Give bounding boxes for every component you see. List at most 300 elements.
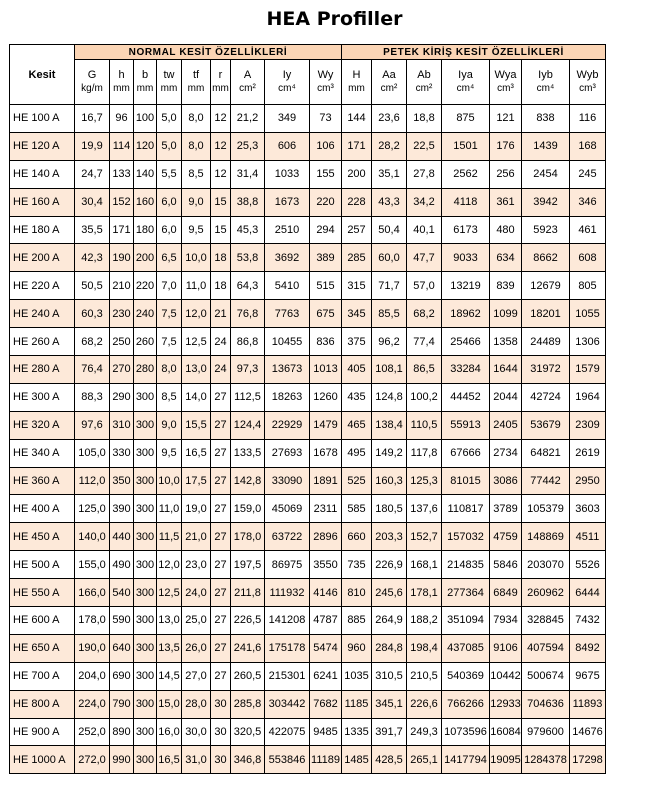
value-cell: 27,8 (407, 160, 442, 188)
value-cell: 810 (342, 579, 372, 607)
value-cell: 300 (134, 467, 157, 495)
column-unit: mm (348, 83, 365, 94)
value-cell: 836 (310, 328, 342, 356)
value-cell: 8492 (570, 634, 606, 662)
value-cell: 330 (110, 439, 134, 467)
value-cell: 428,5 (372, 746, 407, 774)
value-cell: 300 (134, 383, 157, 411)
value-cell: 6849 (490, 579, 522, 607)
value-cell: 42,3 (75, 244, 110, 272)
column-unit: cm³ (317, 83, 334, 94)
value-cell: 11893 (570, 690, 606, 718)
table-row (10, 383, 606, 411)
value-cell: 6444 (570, 579, 606, 607)
value-cell: 96 (110, 105, 134, 133)
value-cell: 68,2 (75, 328, 110, 356)
value-cell: 500674 (522, 662, 570, 690)
value-cell: 148869 (522, 523, 570, 551)
value-cell: 6,0 (157, 188, 182, 216)
value-cell: 1073596 (442, 718, 490, 746)
profile-name-cell: HE 120 A (10, 132, 75, 160)
value-cell: 300 (134, 690, 157, 718)
column-unit: cm³ (579, 83, 596, 94)
value-cell: 5526 (570, 551, 606, 579)
value-cell: 171 (110, 216, 134, 244)
value-cell: 16,0 (157, 718, 182, 746)
value-cell: 27 (211, 634, 231, 662)
value-cell: 4759 (490, 523, 522, 551)
table-row (10, 467, 606, 495)
value-cell: 1417794 (442, 746, 490, 774)
column-header (570, 60, 606, 105)
column-header (522, 60, 570, 105)
table-row (10, 607, 606, 635)
column-unit: cm² (239, 83, 256, 94)
value-cell: 8662 (522, 244, 570, 272)
value-cell: 30,0 (182, 718, 211, 746)
table-row (10, 690, 606, 718)
column-symbol: Wyb (576, 69, 599, 81)
column-symbol: A (243, 69, 252, 81)
value-cell: 27 (211, 467, 231, 495)
value-cell: 735 (342, 551, 372, 579)
value-cell: 345,1 (372, 690, 407, 718)
value-cell: 480 (490, 216, 522, 244)
value-cell: 264,9 (372, 607, 407, 635)
value-cell: 133 (110, 160, 134, 188)
value-cell: 8,5 (157, 383, 182, 411)
value-cell: 15 (211, 188, 231, 216)
value-cell: 3550 (310, 551, 342, 579)
value-cell: 525 (342, 467, 372, 495)
value-cell: 18962 (442, 300, 490, 328)
value-cell: 6,5 (157, 244, 182, 272)
profile-name-cell: HE 400 A (10, 495, 75, 523)
value-cell: 10455 (265, 328, 310, 356)
value-cell: 422075 (265, 718, 310, 746)
value-cell: 35,1 (372, 160, 407, 188)
value-cell: 540 (110, 579, 134, 607)
value-cell: 328845 (522, 607, 570, 635)
value-cell: 495 (342, 439, 372, 467)
value-cell: 88,3 (75, 383, 110, 411)
value-cell: 171 (342, 132, 372, 160)
value-cell: 9,0 (157, 411, 182, 439)
value-cell: 310,5 (372, 662, 407, 690)
column-symbol: Iya (458, 69, 473, 81)
value-cell: 31972 (522, 356, 570, 384)
column-symbol: h (118, 69, 125, 81)
value-cell: 220 (310, 188, 342, 216)
value-cell: 17298 (570, 746, 606, 774)
value-cell: 42724 (522, 383, 570, 411)
value-cell: 1891 (310, 467, 342, 495)
column-unit: kg/m (81, 83, 103, 94)
value-cell: 300 (134, 523, 157, 551)
value-cell: 230 (110, 300, 134, 328)
value-cell: 1579 (570, 356, 606, 384)
value-cell: 12 (211, 160, 231, 188)
table-row (10, 662, 606, 690)
value-cell: 27 (211, 523, 231, 551)
value-cell: 11,5 (157, 523, 182, 551)
column-header (157, 60, 182, 105)
value-cell: 320,5 (231, 718, 265, 746)
value-cell: 50,4 (372, 216, 407, 244)
column-symbol: Wy (317, 69, 334, 81)
value-cell: 100,2 (407, 383, 442, 411)
column-header (490, 60, 522, 105)
value-cell: 106 (310, 132, 342, 160)
value-cell: 890 (110, 718, 134, 746)
value-cell: 210 (110, 272, 134, 300)
value-cell: 77442 (522, 467, 570, 495)
column-header (407, 60, 442, 105)
value-cell: 200 (342, 160, 372, 188)
normal-group-header: NORMAL KESİT ÖZELLİKLERİ (75, 45, 342, 60)
value-cell: 345 (342, 300, 372, 328)
value-cell: 2311 (310, 495, 342, 523)
table-row (10, 216, 606, 244)
value-cell: 12,5 (157, 579, 182, 607)
value-cell: 25,3 (231, 132, 265, 160)
value-cell: 100 (134, 105, 157, 133)
value-cell: 133,5 (231, 439, 265, 467)
value-cell: 585 (342, 495, 372, 523)
table-row (10, 300, 606, 328)
value-cell: 1185 (342, 690, 372, 718)
value-cell: 285 (342, 244, 372, 272)
column-unit: mm (113, 83, 130, 94)
profile-name-cell: HE 140 A (10, 160, 75, 188)
value-cell: 5,5 (157, 160, 182, 188)
column-header-row (10, 60, 606, 105)
table-row (10, 439, 606, 467)
page-title: HEA Profiller (266, 8, 403, 30)
value-cell: 349 (265, 105, 310, 133)
value-cell: 606 (265, 132, 310, 160)
value-cell: 60,3 (75, 300, 110, 328)
value-cell: 16,5 (182, 439, 211, 467)
value-cell: 85,5 (372, 300, 407, 328)
value-cell: 3086 (490, 467, 522, 495)
value-cell: 346,8 (231, 746, 265, 774)
value-cell: 97,3 (231, 356, 265, 384)
value-cell: 245,6 (372, 579, 407, 607)
value-cell: 5410 (265, 272, 310, 300)
value-cell: 2044 (490, 383, 522, 411)
value-cell: 838 (522, 105, 570, 133)
value-cell: 214835 (442, 551, 490, 579)
value-cell: 124,4 (231, 411, 265, 439)
value-cell: 1673 (265, 188, 310, 216)
value-cell: 5923 (522, 216, 570, 244)
value-cell: 14676 (570, 718, 606, 746)
value-cell: 270 (110, 356, 134, 384)
value-cell: 8,0 (157, 356, 182, 384)
value-cell: 875 (442, 105, 490, 133)
value-cell: 405 (342, 356, 372, 384)
column-symbol: Iyb (538, 69, 553, 81)
column-symbol: Iy (282, 69, 292, 81)
value-cell: 300 (134, 718, 157, 746)
value-cell: 245 (570, 160, 606, 188)
column-unit: cm² (380, 83, 398, 94)
value-cell: 437085 (442, 634, 490, 662)
value-cell: 125,0 (75, 495, 110, 523)
value-cell: 76,8 (231, 300, 265, 328)
value-cell: 157032 (442, 523, 490, 551)
column-unit: mm (212, 83, 229, 94)
profile-name-cell: HE 500 A (10, 551, 75, 579)
value-cell: 1358 (490, 328, 522, 356)
table-row (10, 328, 606, 356)
value-cell: 300 (134, 746, 157, 774)
value-cell: 210,5 (407, 662, 442, 690)
profile-name-cell: HE 650 A (10, 634, 75, 662)
value-cell: 160,3 (372, 467, 407, 495)
value-cell: 8,5 (182, 160, 211, 188)
column-unit: mm (160, 83, 178, 94)
value-cell: 2309 (570, 411, 606, 439)
value-cell: 31,4 (231, 160, 265, 188)
value-cell: 4118 (442, 188, 490, 216)
value-cell: 7432 (570, 607, 606, 635)
value-cell: 30 (211, 690, 231, 718)
value-cell: 1035 (342, 662, 372, 690)
column-unit: cm² (415, 83, 433, 94)
value-cell: 23,0 (182, 551, 211, 579)
profile-name-cell: HE 800 A (10, 690, 75, 718)
value-cell: 1033 (265, 160, 310, 188)
profile-name-cell: HE 240 A (10, 300, 75, 328)
value-cell: 226,6 (407, 690, 442, 718)
value-cell: 168 (570, 132, 606, 160)
value-cell: 23,6 (372, 105, 407, 133)
value-cell: 9485 (310, 718, 342, 746)
value-cell: 67666 (442, 439, 490, 467)
value-cell: 31,0 (182, 746, 211, 774)
value-cell: 284,8 (372, 634, 407, 662)
value-cell: 28,0 (182, 690, 211, 718)
value-cell: 285,8 (231, 690, 265, 718)
value-cell: 9,5 (157, 439, 182, 467)
value-cell: 766266 (442, 690, 490, 718)
value-cell: 300 (134, 634, 157, 662)
value-cell: 839 (490, 272, 522, 300)
table-row (10, 356, 606, 384)
value-cell: 26,0 (182, 634, 211, 662)
value-cell: 15,5 (182, 411, 211, 439)
value-cell: 44452 (442, 383, 490, 411)
value-cell: 12 (211, 105, 231, 133)
value-cell: 2405 (490, 411, 522, 439)
value-cell: 30 (211, 718, 231, 746)
value-cell: 141208 (265, 607, 310, 635)
value-cell: 1485 (342, 746, 372, 774)
column-header (265, 60, 310, 105)
column-header (134, 60, 157, 105)
value-cell: 168,1 (407, 551, 442, 579)
value-cell: 22,5 (407, 132, 442, 160)
column-unit: mm (187, 83, 205, 94)
value-cell: 175178 (265, 634, 310, 662)
value-cell: 30,4 (75, 188, 110, 216)
column-symbol: Wya (494, 69, 517, 81)
value-cell: 12,5 (182, 328, 211, 356)
value-cell: 5,0 (157, 105, 182, 133)
value-cell: 114 (110, 132, 134, 160)
value-cell: 979600 (522, 718, 570, 746)
value-cell: 7682 (310, 690, 342, 718)
value-cell: 5474 (310, 634, 342, 662)
value-cell: 2734 (490, 439, 522, 467)
value-cell: 257 (342, 216, 372, 244)
value-cell: 391,7 (372, 718, 407, 746)
value-cell: 2510 (265, 216, 310, 244)
value-cell: 7,5 (157, 328, 182, 356)
column-symbol: tw (163, 69, 175, 81)
value-cell: 27 (211, 495, 231, 523)
value-cell: 120 (134, 132, 157, 160)
value-cell: 11,0 (182, 272, 211, 300)
value-cell: 13,0 (157, 607, 182, 635)
value-cell: 137,6 (407, 495, 442, 523)
value-cell: 27 (211, 551, 231, 579)
value-cell: 389 (310, 244, 342, 272)
value-cell: 200 (134, 244, 157, 272)
value-cell: 435 (342, 383, 372, 411)
column-symbol: b (141, 69, 149, 81)
value-cell: 640 (110, 634, 134, 662)
value-cell: 13673 (265, 356, 310, 384)
value-cell: 1335 (342, 718, 372, 746)
value-cell: 53679 (522, 411, 570, 439)
value-cell: 5846 (490, 551, 522, 579)
value-cell: 260,5 (231, 662, 265, 690)
column-header (372, 60, 407, 105)
value-cell: 675 (310, 300, 342, 328)
value-cell: 7,5 (157, 300, 182, 328)
value-cell: 260962 (522, 579, 570, 607)
column-symbol: H (352, 69, 361, 81)
value-cell: 10442 (490, 662, 522, 690)
value-cell: 33284 (442, 356, 490, 384)
value-cell: 256 (490, 160, 522, 188)
column-unit: mm (136, 83, 154, 94)
value-cell: 33090 (265, 467, 310, 495)
value-cell: 1644 (490, 356, 522, 384)
value-cell: 63722 (265, 523, 310, 551)
value-cell: 1284378 (522, 746, 570, 774)
column-header (182, 60, 211, 105)
value-cell: 105379 (522, 495, 570, 523)
value-cell: 294 (310, 216, 342, 244)
value-cell: 1479 (310, 411, 342, 439)
value-cell: 24 (211, 356, 231, 384)
value-cell: 10,0 (182, 244, 211, 272)
value-cell: 361 (490, 188, 522, 216)
value-cell: 8,0 (182, 105, 211, 133)
value-cell: 960 (342, 634, 372, 662)
value-cell: 160 (134, 188, 157, 216)
value-cell: 315 (342, 272, 372, 300)
value-cell: 2950 (570, 467, 606, 495)
value-cell: 9675 (570, 662, 606, 690)
table-row (10, 160, 606, 188)
value-cell: 68,2 (407, 300, 442, 328)
table-row (10, 718, 606, 746)
value-cell: 3692 (265, 244, 310, 272)
value-cell: 660 (342, 523, 372, 551)
value-cell: 86975 (265, 551, 310, 579)
value-cell: 24489 (522, 328, 570, 356)
value-cell: 1306 (570, 328, 606, 356)
column-symbol: Ab (417, 69, 431, 81)
profile-name-cell: HE 320 A (10, 411, 75, 439)
value-cell: 13,5 (157, 634, 182, 662)
value-cell: 13219 (442, 272, 490, 300)
value-cell: 77,4 (407, 328, 442, 356)
value-cell: 190,0 (75, 634, 110, 662)
value-cell: 390 (110, 495, 134, 523)
table-row (10, 579, 606, 607)
value-cell: 21,2 (231, 105, 265, 133)
value-cell: 34,2 (407, 188, 442, 216)
table-row (10, 523, 606, 551)
value-cell: 111932 (265, 579, 310, 607)
table-row (10, 244, 606, 272)
value-cell: 250 (110, 328, 134, 356)
column-header (442, 60, 490, 105)
value-cell: 310 (110, 411, 134, 439)
value-cell: 43,3 (372, 188, 407, 216)
profile-name-cell: HE 450 A (10, 523, 75, 551)
column-unit: cm⁴ (456, 83, 475, 94)
value-cell: 7,0 (157, 272, 182, 300)
value-cell: 110,5 (407, 411, 442, 439)
value-cell: 140,0 (75, 523, 110, 551)
value-cell: 22929 (265, 411, 310, 439)
value-cell: 634 (490, 244, 522, 272)
table-row (10, 634, 606, 662)
value-cell: 885 (342, 607, 372, 635)
value-cell: 7763 (265, 300, 310, 328)
value-cell: 18201 (522, 300, 570, 328)
value-cell: 1439 (522, 132, 570, 160)
value-cell: 6173 (442, 216, 490, 244)
value-cell: 27 (211, 607, 231, 635)
value-cell: 249,3 (407, 718, 442, 746)
value-cell: 300 (134, 579, 157, 607)
value-cell: 166,0 (75, 579, 110, 607)
value-cell: 252,0 (75, 718, 110, 746)
value-cell: 178,0 (231, 523, 265, 551)
value-cell: 45,3 (231, 216, 265, 244)
value-cell: 86,8 (231, 328, 265, 356)
value-cell: 8,0 (182, 132, 211, 160)
value-cell: 277364 (442, 579, 490, 607)
value-cell: 188,2 (407, 607, 442, 635)
value-cell: 152,7 (407, 523, 442, 551)
value-cell: 12,0 (182, 300, 211, 328)
value-cell: 10,0 (157, 467, 182, 495)
value-cell: 108,1 (372, 356, 407, 384)
profile-name-cell: HE 100 A (10, 105, 75, 133)
profile-name-cell: HE 360 A (10, 467, 75, 495)
value-cell: 5,0 (157, 132, 182, 160)
value-cell: 4146 (310, 579, 342, 607)
